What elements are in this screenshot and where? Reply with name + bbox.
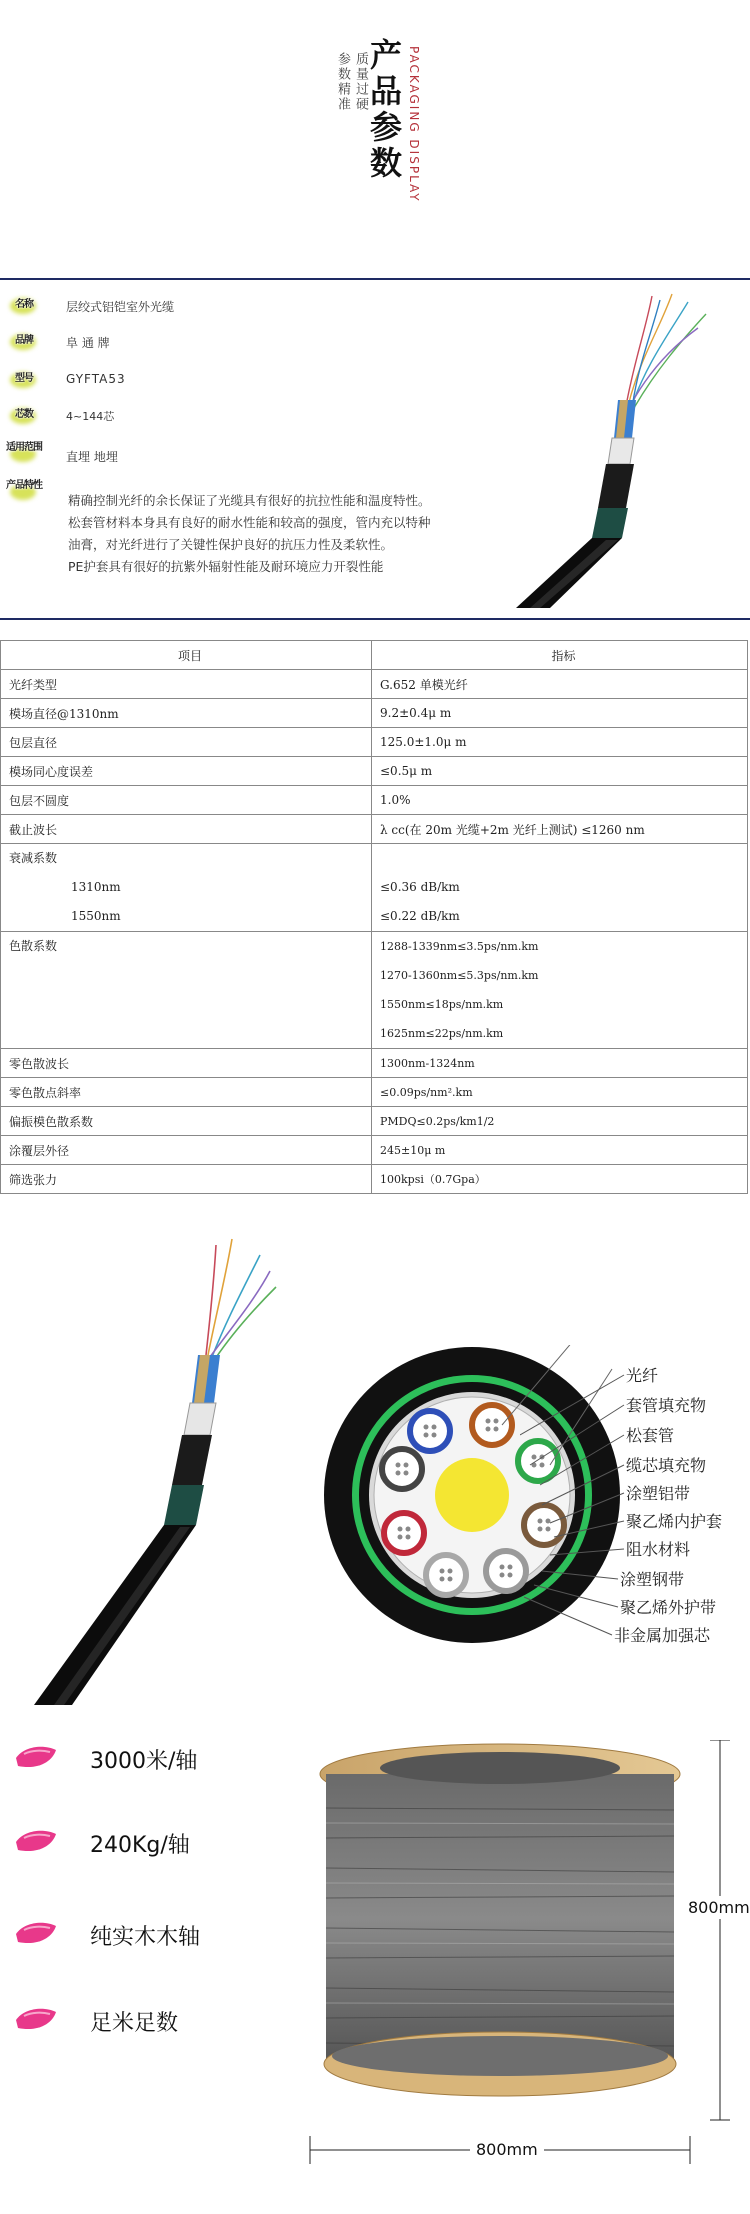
table-row-attenuation: 衰减系数 1310nm 1550nm ≤0.36 dB/km ≤0.22 dB/km [1, 844, 748, 932]
english-title: PACKAGING DISPLAY [407, 46, 421, 203]
info-value-name: 层绞式铝铠室外光缆 [66, 300, 175, 314]
legend-label: 套管填充物 [626, 1396, 707, 1415]
legend-label: 光纤 [626, 1366, 659, 1385]
table-header-item: 项目 [1, 641, 372, 670]
legend-leader-lines [520, 1365, 630, 1645]
info-value-brand: 阜 通 牌 [66, 336, 110, 350]
features-badge-icon: 产品特性 [4, 478, 48, 504]
top-divider [0, 278, 750, 280]
spool-section [0, 1720, 750, 2214]
spec-table [0, 640, 750, 1194]
table-header-index: 指标 [372, 641, 748, 670]
header-section [0, 0, 750, 270]
height-dimension-label: 800mm [688, 1898, 750, 1917]
table-row: 光纤类型 G.652 单模光纤 [1, 670, 748, 699]
description-line: 精确控制光纤的余长保证了光缆具有很好的抗拉性能和温度特性。 [68, 493, 431, 508]
pink-petal-icon [14, 1828, 58, 1854]
legend-label: 非金属加强芯 [614, 1626, 711, 1645]
info-value-application: 直埋 地埋 [66, 450, 118, 464]
description-line: 油膏，对光纤进行了关键性保护良好的抗压力性及柔软性。 [68, 537, 394, 552]
legend-label: 聚乙烯外护带 [620, 1598, 717, 1617]
legend-label: 阻水材料 [626, 1540, 691, 1559]
table-header-row [1, 641, 748, 670]
legend-label: 松套管 [626, 1426, 675, 1445]
table-row: 偏振模色散系数 PMDQ≤0.2ps/km1/2 [1, 1107, 748, 1136]
legend-label: 涂塑钢带 [620, 1570, 685, 1589]
product-info-section [0, 278, 750, 618]
subtitle-col-1: 参数精准 [335, 52, 350, 112]
subtitle-col-2: 质量过硬 [353, 52, 368, 112]
pink-petal-icon [14, 1920, 58, 1946]
bottom-divider [0, 618, 750, 620]
dimension-lines [300, 1740, 750, 2200]
cable-structure-section [0, 1225, 750, 1705]
legend-label: 涂塑铝带 [626, 1484, 691, 1503]
name-badge-icon: 名称 [4, 292, 48, 318]
pink-petal-icon [14, 1744, 58, 1770]
description-line: 松套管材料本身具有良好的耐水性能和较高的强度，管内充以特种 [68, 515, 431, 530]
product-description [68, 490, 548, 578]
width-dimension-label: 800mm [470, 2140, 544, 2159]
table-row: 截止波长 λ cc(在 20m 光缆+2m 光纤上测试) ≤1260 nm [1, 815, 748, 844]
table-row: 模场同心度误差 ≤0.5μ m [1, 757, 748, 786]
info-value-cores: 4~144芯 [66, 410, 115, 423]
legend-label: 缆芯填充物 [626, 1456, 707, 1475]
table-row: 涂覆层外径 245±10μ m [1, 1136, 748, 1165]
table-row: 模场直径@1310nm 9.2±0.4μ m [1, 699, 748, 728]
application-badge-icon: 适用范围 [4, 440, 48, 466]
table-row: 包层直径 125.0±1.0μ m [1, 728, 748, 757]
cable-illustration [510, 288, 710, 608]
feature-text: 3000米/轴 [90, 1749, 198, 1774]
cable-photo [20, 1235, 280, 1705]
model-badge-icon: 型号 [4, 366, 48, 392]
feature-text: 240Kg/轴 [90, 1833, 190, 1858]
page-title: 产品参数 [365, 38, 403, 182]
info-value-model: GYFTA53 [66, 372, 126, 386]
table-row-dispersion: 色散系数 1288-1339nm≤3.5ps/nm.km 1270-1360nm≤5.3ps/nm.km 1550nm≤18ps/nm.km 1625nm≤22ps/nm.km [1, 932, 748, 1049]
table-row: 零色散波长 1300nm-1324nm [1, 1049, 748, 1078]
table-row: 筛选张力 100kpsi（0.7Gpa） [1, 1165, 748, 1194]
feature-text: 足米足数 [90, 2011, 179, 2036]
legend-label: 聚乙烯内护套 [626, 1512, 723, 1531]
description-line: PE护套具有很好的抗紫外辐射性能及耐环境应力开裂性能 [68, 559, 384, 574]
brand-badge-icon: 品牌 [4, 328, 48, 354]
table-row: 包层不圆度 1.0% [1, 786, 748, 815]
feature-text: 纯实木木轴 [90, 1925, 201, 1950]
pink-petal-icon [14, 2006, 58, 2032]
cores-badge-icon: 芯数 [4, 402, 48, 428]
table-row: 零色散点斜率 ≤0.09ps/nm².km [1, 1078, 748, 1107]
